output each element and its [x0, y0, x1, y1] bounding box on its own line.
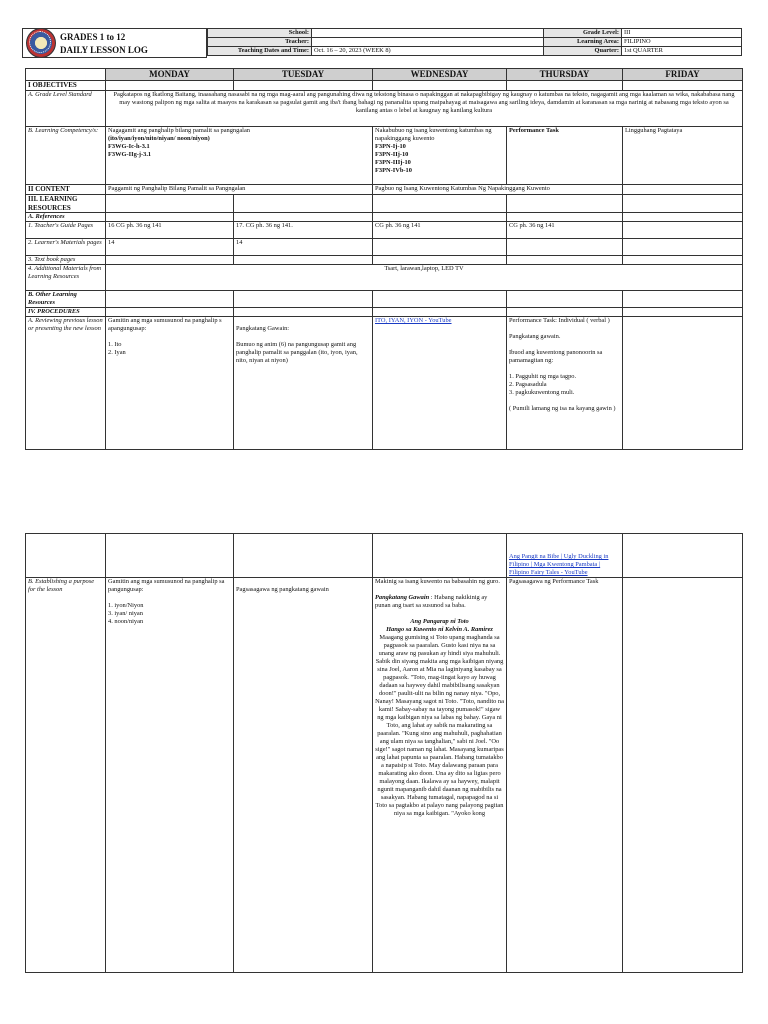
purpose-tuesday: [234, 578, 373, 973]
content-label: II CONTENT: [26, 185, 106, 195]
quarter-value: 1st QUARTER: [622, 47, 742, 56]
content-monday: Paggamit ng Panghalip Bilang Pamalit sa Pangngalan: [106, 185, 373, 195]
day-monday: MONDAY: [106, 69, 234, 81]
competency-text: Nagagamit ang panghalip bilang pamalit sa pangngalan: [108, 127, 250, 134]
cell-text: Bumuo ng anim (6) na pangungusap gamit ang panghalip pamalit sa panggalan (ito, iyon, iyan, nito, niyan at niyon): [236, 341, 358, 365]
list-item: 3. iyan/ niyan: [108, 610, 143, 617]
grade-level-standard-text: Pagkatapos ng Ikatlong Baitang, inaasahang nasasabi na ng mga mag-aaral ang pangunahing diwa ng tekstong binasa o napakinggan at nakapagbibigay ng kaugnay o katumbas na teksto, nagagamit ang mga kaalaman sa wika, nakababasa nang may wastong palipon ng mga salita at maayos na karakasan sa pagsulat gamit ang iba't ibang bahagi ng pananalita upang maipahayag at maisagawa ang sariling ideya, damdamin at karanasan sa mga narinig at nabasang mga teksto ayon sa kanilang antas o lebel at kaugnay ng kanilang kultura: [106, 91, 743, 127]
cell-text: Pangkatang gawain.: [509, 333, 561, 341]
story-body: Maagang gumising si Toto upang maghanda sa pagpasok sa paaralan. Gusto kasi niya na sa unang araw ng pasukan ay hindi siya mahuhuli. Sabik din siyang makita ang mga kaibigan niyang sina Joel, Aaron at Mia na laginiyang kasabay sa pagpasok. "Toto, mag-iingat kayo ay huwag dadaan sa haywey dahil mabibilisang sasakyan doon!" paulit-ulit na bilin ng nanay niya. "Opo, Nanay! Masayang sagot ni Toto. "Toto, nandito na kami! Sabay-sabay na tayong pumasok!" sigaw ng mga kaibigan niya sa labas ng bahay. Gaya ni Toto, ang lahat ay sabik na makarating sa paaralan. "Kung sino ang mahuhuli, paghahatian ang ulam niya sa tanghalian," sabi ni Joel. "Oo sige!" sagot naman ng lahat. Masayang kumaripas ang lahat papunta sa paaralan. Habang tumatakbo a napaisip si Toto. May dalawang paraan para makarating ako doon. Una ay dito sa ligtas pero malayong daan. Ikalawa ay sa haywey, malapit ngunit mapanganib dahil daanan ng mabibilis na sasakyan. Habang tumatagal, napapagod na si Toto sa pagtakbo at palayo nang palayong pagitan niya sa mga kaibigan. "Ayoko kong: [375, 634, 504, 817]
list-item: 4. noon/niyan: [108, 618, 144, 625]
competency-friday: Lingguhang Pagtataya: [623, 127, 743, 185]
grades-title: GRADES 1 to 12: [60, 32, 126, 42]
day-header-row: [26, 69, 743, 81]
cell-text: Gamitin ang mga sumusunod na panghalip sa pangungusap:: [108, 578, 225, 593]
purpose-wednesday: [373, 578, 507, 973]
list-item: 3. pagkukuwentong muli.: [509, 389, 575, 397]
cell-text: Ibuod ang kuwentong panonoorin sa pamamagitan ng:: [509, 349, 603, 365]
info-row: [208, 38, 742, 47]
group-task-heading: Pangkatang Gawain: [375, 594, 430, 601]
competency-text: Nakabubuo ng isang kuwentong katumbas ng napakinggang kuwento: [375, 127, 492, 142]
reviewing-wednesday: [373, 317, 507, 450]
cell-text: ( Pumili lamang ng isa na kayang gawin ): [509, 405, 616, 413]
other-resources-row: [26, 291, 743, 308]
objectives-label: I OBJECTIVES: [26, 81, 106, 91]
youtube-link[interactable]: ITO, IYAN, IYON - YouTube: [375, 317, 452, 325]
tg-thursday: CG ph. 36 ng 141: [507, 222, 623, 239]
school-value: [312, 29, 544, 38]
grade-level-label: Grade Level:: [544, 29, 622, 38]
purpose-row: [26, 578, 743, 973]
competency-monday: [106, 127, 373, 185]
cell-text: Performance Task: Individual ( verbal ): [509, 317, 610, 325]
dll-title: DAILY LESSON LOG: [60, 45, 148, 55]
teacher-value: [312, 38, 544, 47]
textbook-row: [26, 256, 743, 265]
grade-level-standard-row: [26, 91, 743, 127]
competency-wednesday: [373, 127, 507, 185]
competency-row: [26, 127, 743, 185]
group-task-text: : Habang nakikinig ay punan ang tsart sa susunod sa baba.: [375, 594, 488, 609]
tg-monday: 16 CG ph. 36 ng 141: [106, 222, 234, 239]
competency-label: B. Learning Competency/s:: [26, 127, 106, 185]
cell-text: Gamitin ang mga sumusunod na panghalip s apangungusap:: [108, 317, 222, 333]
competency-code: F3PN-IIj-10: [375, 151, 409, 158]
teachers-guide-row: [26, 222, 743, 239]
youtube-link[interactable]: Ang Pangit na Bibe | Ugly Duckling in Filipino | Mga Kwentong Pambata | Filipino Fairy Tales - YouTube: [509, 553, 609, 576]
day-friday: FRIDAY: [623, 69, 743, 81]
quarter-label: Quarter:: [544, 47, 622, 56]
info-row: [208, 29, 742, 38]
school-label: School:: [208, 29, 312, 38]
continuation-row: [26, 534, 743, 578]
purpose-monday: [106, 578, 234, 973]
competency-code: F3PN-IIIj-10: [375, 159, 411, 166]
list-item: 1. Ito: [108, 341, 122, 349]
list-item: 1. Pagguhit ng mga tagpo.: [509, 373, 577, 381]
procedures-label: IV. PROCEDURES: [26, 308, 106, 317]
references-row: [26, 213, 743, 222]
competency-code: F3PN-Ij-10: [375, 143, 406, 150]
list-item: 2. Iyan: [108, 349, 126, 357]
references-label: A. References: [26, 213, 106, 222]
purpose-thursday: Pagsasagawa ng Performance Task: [507, 578, 623, 973]
learners-materials-row: [26, 239, 743, 256]
seal-ring: [29, 31, 51, 53]
learners-materials-label: 2. Learner's Materials pages: [26, 239, 106, 256]
grade-level-value: III: [622, 29, 742, 38]
resources-label: III. LEARNING RESOURCES: [26, 194, 106, 213]
competency-thursday: Performance Task: [507, 127, 623, 185]
lm-monday: 14: [106, 239, 234, 256]
competency-pronouns: (ito/iyan/iyon/nito/niyan/ noon/niyon): [108, 135, 210, 142]
lm-tuesday: 14: [234, 239, 373, 256]
teacher-label: Teacher:: [208, 38, 312, 47]
story-block: [375, 618, 504, 818]
competency-code: F3WG-Ic-h-3.1: [108, 143, 150, 150]
day-tuesday: TUESDAY: [234, 69, 373, 81]
content-row: [26, 185, 743, 195]
story-title: Ang Pangarap ni Toto: [410, 618, 469, 625]
list-item: 1. iyon/Niyon: [108, 602, 144, 609]
procedures-row: [26, 308, 743, 317]
tg-wednesday: CG ph. 36 ng 141: [373, 222, 507, 239]
teaching-dates-value: Oct. 16 – 20, 2023 (WEEK 8): [312, 47, 544, 56]
info-table: [207, 28, 742, 56]
lesson-table-page1: [25, 68, 743, 450]
textbook-label: 3. Text book pages: [26, 256, 106, 265]
teachers-guide-label: 1. Teacher's Guide Pages: [26, 222, 106, 239]
info-row: [208, 47, 742, 56]
additional-materials-label: 4. Additional Materials from Learning Resources: [26, 265, 106, 291]
competency-code: F3PN-IVb-10: [375, 167, 412, 174]
additional-materials-row: [26, 265, 743, 291]
cell-text: Pangkatang Gawain:: [236, 325, 290, 333]
tg-tuesday: 17. CG ph. 36 ng 141.: [234, 222, 373, 239]
reviewing-thursday: [507, 317, 623, 450]
list-item: 2. Pagsasadula: [509, 381, 547, 389]
continuation-thursday: [507, 534, 623, 578]
reviewing-row: [26, 317, 743, 450]
cell-text: [375, 594, 504, 610]
corner-cell: [26, 69, 106, 81]
day-wednesday: WEDNESDAY: [373, 69, 507, 81]
competency-code: F3WG-IIg-j-3.1: [108, 151, 152, 158]
cell-text: Makinig sa isang kuwento na babasahin ng guro.: [375, 578, 500, 585]
objectives-row: [26, 81, 743, 91]
day-thursday: THURSDAY: [507, 69, 623, 81]
additional-materials-value: Tsart, larawan,laptop, LED TV: [106, 265, 743, 291]
learning-area-value: FILIPINO: [622, 38, 742, 47]
cell-text: Pagsasagawa ng pangkatang gawain: [236, 586, 329, 593]
grade-level-standard-label: A. Grade Level Standard: [26, 91, 106, 127]
other-resources-label: B. Other Learning Resources: [26, 291, 106, 308]
teaching-dates-label: Teaching Dates and Time:: [208, 47, 312, 56]
reviewing-monday: [106, 317, 234, 450]
content-wednesday: Pagbuo ng Isang Kuwentong Katumbas Ng Napakinggang Kuwento: [373, 185, 623, 195]
resources-row: [26, 194, 743, 213]
reviewing-label: A. Reviewing previous lesson or presenting the new lesson: [26, 317, 106, 450]
learning-area-label: Learning Area:: [544, 38, 622, 47]
purpose-label: B. Establishing a purpose for the lesson: [26, 578, 106, 973]
lesson-table-page2: [25, 533, 743, 973]
story-source: Hango sa Kuwento ni Kelvin A. Ramirez: [386, 626, 493, 633]
reviewing-tuesday: [234, 317, 373, 450]
